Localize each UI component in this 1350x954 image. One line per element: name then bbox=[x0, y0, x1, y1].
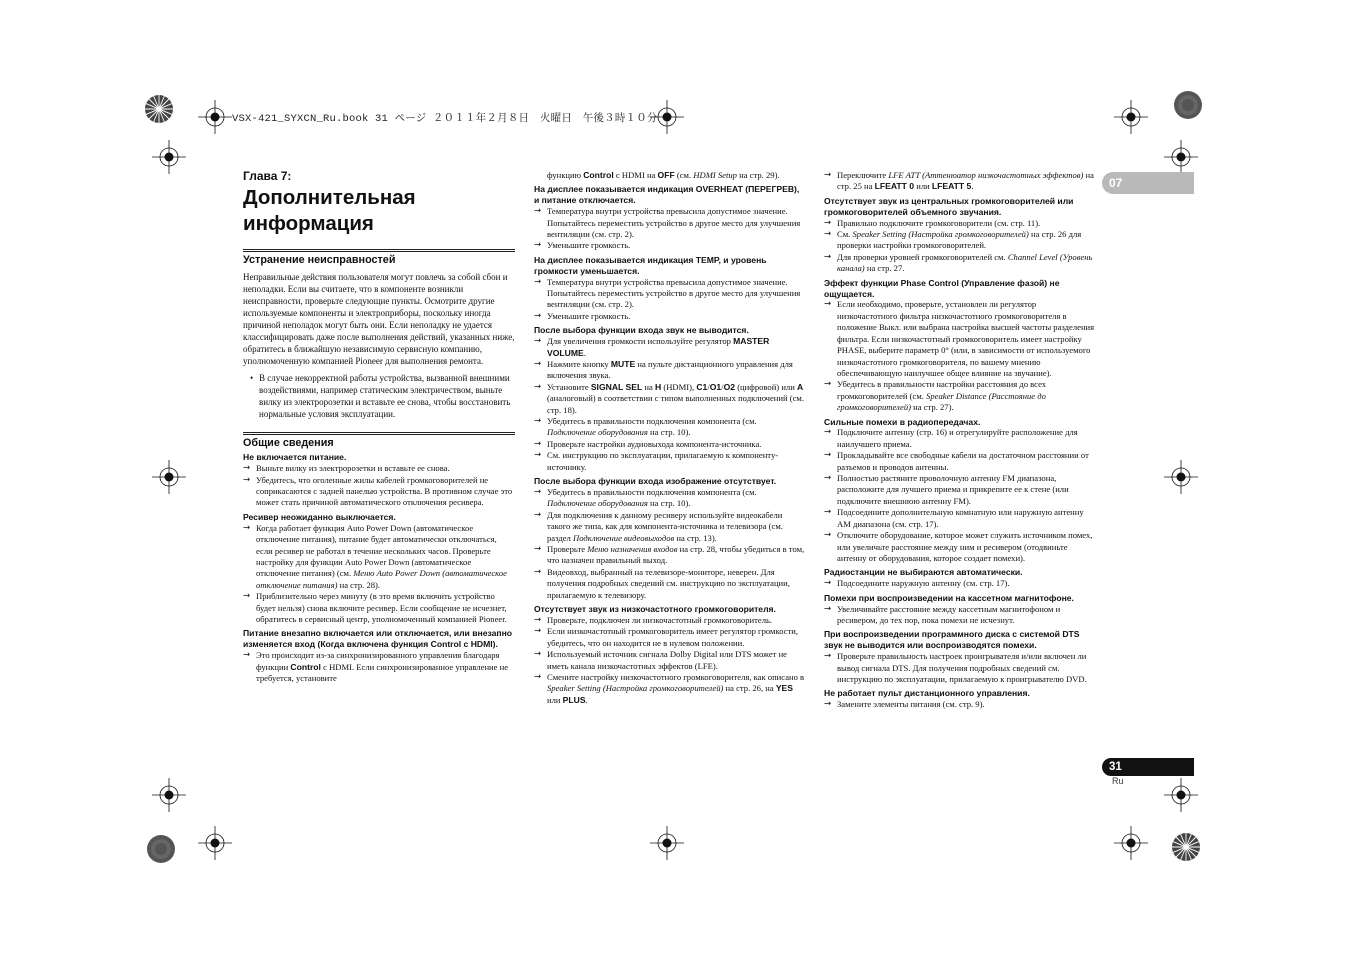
arrow-icon: → bbox=[534, 509, 542, 520]
arrow-icon: → bbox=[534, 649, 542, 660]
solution-item: → Проверьте настройки аудиовыхода компонента-источника. bbox=[534, 438, 762, 449]
problem-heading: Отсутствует звук из центральных громкоговорителей или громкоговорителей объемного звучания. bbox=[824, 195, 1074, 217]
arrow-icon: → bbox=[534, 359, 542, 369]
continued-text: функцию Control с HDMI на OFF (см. HDMI Setup на стр. 29). bbox=[547, 170, 780, 180]
problem-heading: Не включается питание. bbox=[243, 452, 347, 463]
problem-heading: Эффект функции Phase Control (Управление фазой) не ощущается. bbox=[824, 277, 1060, 299]
solution-item: → Подсоедините наружную антенну (см. стр. 17). bbox=[824, 578, 1010, 589]
arrow-icon: → bbox=[824, 427, 832, 438]
solution-item: → Смените настройку низкочастотного громкоговорителя, как описано в Speaker Setting (Настройка громкоговорителей) на стр. 26, на YES или PLUS. bbox=[534, 671, 805, 705]
arrow-icon: → bbox=[534, 438, 542, 449]
solution-item: → Подключите антенну (стр. 16) и отрегулируйте расположение для наилучшего приема. bbox=[824, 427, 1078, 449]
arrow-icon: → bbox=[824, 229, 832, 240]
solution-item: → Выньте вилку из электророзетки и вставьте ее снова. bbox=[243, 463, 450, 474]
arrow-icon: → bbox=[534, 336, 542, 347]
solution-item: → Правильно подключите громкоговорители (см. стр. 11). bbox=[824, 217, 1041, 228]
crosshair-mark bbox=[1164, 140, 1198, 174]
arrow-icon: → bbox=[534, 626, 542, 637]
crosshair-mark bbox=[198, 100, 232, 134]
problem-heading: Ресивер неожиданно выключается. bbox=[243, 511, 396, 522]
arrow-icon: → bbox=[534, 240, 542, 251]
arrow-icon: → bbox=[243, 522, 251, 533]
solution-item: → См. Speaker Setting (Настройка громкоговорителей) на стр. 26 для проверки настройки громкоговорителей. bbox=[824, 229, 1082, 251]
arrow-icon: → bbox=[824, 450, 832, 461]
solution-item: → Проверьте Меню назначения входов на стр. 28, чтобы убедиться в том, что назначен правильный выход. bbox=[534, 544, 805, 566]
arrow-icon: → bbox=[824, 170, 832, 180]
bullet-item: • В случае некорректной работы устройства, вызванной внешними воздействиями, например статическим электричеством, выньте вилку из электророзетки и вставьте ее снова, чтобы восстановить нормальные условия эксплуатации. bbox=[250, 372, 511, 419]
solution-item: → Увеличивайте расстояние между кассетным магнитофоном и ресивером, до тех пор, пока помехи не исчезнут. bbox=[824, 603, 1061, 625]
solution-item: → Проверьте правильность настроек проигрывателя и/или включен ли вывод сигнала DTS. Для получения подробных сведений см. инструкцию по эксплуатации, прилагаемую к проигрывателю DVD. bbox=[824, 651, 1087, 684]
arrow-icon: → bbox=[243, 650, 251, 661]
page-number-tab bbox=[1102, 758, 1194, 776]
section-heading-general: Общие сведения bbox=[243, 434, 515, 449]
registration-starburst-bottom-left bbox=[146, 834, 176, 864]
problem-heading: Питание внезапно включается или отключается, или внезапно изменяется вход (Когда включена функция Control с HDMI). bbox=[243, 628, 513, 650]
column-3 bbox=[824, 170, 1096, 711]
solution-item: → Уменьшите громкость. bbox=[534, 310, 631, 321]
solution-item: → Когда работает функция Auto Power Down (автоматическое отключение питания), питание будет автоматически отключаться, если ресивер не работал в течение нескольких часов. Проверьте настройку для функции Auto Power Down (автоматическое отключение питания) (см. Меню Auto Power Down (автоматическое отключение питания) на стр. 28). bbox=[243, 522, 507, 590]
arrow-icon: → bbox=[534, 416, 542, 427]
column-2 bbox=[534, 170, 806, 706]
arrow-icon: → bbox=[824, 651, 832, 662]
crosshair-mark bbox=[152, 460, 186, 494]
solution-item: → Уменьшите громкость. bbox=[534, 240, 631, 251]
solution-item: → Убедитесь в правильности настройки расстояния до всех громкоговорителей (см. Speaker Distance (Расстояние до громкоговорителей) на стр. 27). bbox=[824, 379, 1047, 413]
arrow-icon: → bbox=[824, 217, 832, 228]
solution-item: → Убедитесь, что оголенные жилы кабелей громкоговорителей не соприкасаются с задней панелью устройства. В противном случае это может стать причиной автоматического отключения ресивера. bbox=[243, 474, 513, 508]
solution-item: → Подсоедините дополнительную комнатную или наружную антенну AM диапазона (см. стр. 17). bbox=[824, 507, 1084, 529]
arrow-icon: → bbox=[824, 578, 832, 589]
section-heading-troubleshooting: Устранение неисправностей bbox=[243, 251, 515, 266]
arrow-icon: → bbox=[534, 206, 542, 217]
arrow-icon: → bbox=[534, 671, 542, 682]
arrow-icon: → bbox=[243, 474, 251, 485]
crosshair-mark bbox=[1114, 100, 1148, 134]
solution-item: → Замените элементы питания (см. стр. 9). bbox=[824, 699, 985, 710]
arrow-icon: → bbox=[534, 450, 542, 461]
arrow-icon: → bbox=[824, 699, 832, 710]
arrow-icon: → bbox=[534, 310, 542, 321]
registration-starburst-bottom-right bbox=[1171, 832, 1201, 862]
problem-heading: При воспроизведении программного диска с системой DTS звук не выводится или воспроизводятся помехи. bbox=[824, 629, 1080, 651]
arrow-icon: → bbox=[534, 614, 542, 625]
solution-item: → Переключите LFE ATT (Аттенюатор низкочастотных эффектов) на стр. 25 на LFEATT 0 или LFEATT 5. bbox=[824, 170, 1094, 192]
arrow-icon: → bbox=[824, 251, 832, 262]
problem-heading: Помехи при воспроизведении на кассетном магнитофоне. bbox=[824, 592, 1074, 603]
problem-heading: На дисплее показывается индикация TEMP, и уровень громкости уменьшается. bbox=[534, 254, 767, 276]
language-code: Ru bbox=[1112, 776, 1124, 786]
arrow-icon: → bbox=[243, 463, 251, 474]
problem-heading: На дисплее показывается индикация OVERHEAT (ПЕРЕГРЕВ), и питание отключается. bbox=[534, 184, 800, 206]
solution-item: → Проверьте, подключен ли низкочастотный громкоговоритель. bbox=[534, 614, 773, 625]
solution-item: → Если низкочастотный громкоговоритель имеет регулятор громкости, убедитесь, что он находится не в нулевом положении. bbox=[534, 626, 799, 648]
print-header: VSX-421_SYXCN_Ru.book 31 ページ ２０１１年２月８日 火曜日 午後３時１０分 bbox=[232, 113, 658, 125]
chapter-tab-number: 07 bbox=[1109, 176, 1123, 190]
arrow-icon: → bbox=[824, 379, 832, 390]
arrow-icon: → bbox=[534, 381, 542, 392]
crosshair-mark bbox=[152, 140, 186, 174]
arrow-icon: → bbox=[824, 299, 832, 310]
crosshair-mark bbox=[1164, 460, 1198, 494]
solution-item: → Полностью растяните проволочную антенну FM диапазона, расположите для лучшего приема и прикрепите ее к стене (или подключите внешнюю антенну FM). bbox=[824, 473, 1069, 506]
solution-item: → Прокладывайте все свободные кабели на достаточном расстоянии от разъемов и проводов антенны. bbox=[824, 450, 1089, 472]
arrow-icon: → bbox=[534, 486, 542, 497]
crosshair-mark bbox=[1164, 778, 1198, 812]
solution-item: → Приблизительно через минуту (в это время включить устройство будет нельзя) снова включите ресивер. Если сообщение не исчезнет, обратитесь в сервисный центр, уполномоченный компанией Pioneer. bbox=[243, 591, 507, 625]
solution-item: → Если необходимо, проверьте, установлен ли регулятор низкочастотного фильтра низкочастотного громкоговорителя в положение Выкл. или выбрана настройка высшей частоты разделения фильтра. Если низкочастотный громкоговоритель имеет настройку PHASE, выберите параметр 0° (или, в зависимости от используемого низкочастотного громкоговорителя, по вашему мнению обеспечивающую наилучшее общее влияние на звучание). bbox=[824, 299, 1095, 378]
arrow-icon: → bbox=[824, 473, 832, 484]
chapter-tab bbox=[1102, 172, 1194, 194]
solution-item: → Температура внутри устройства превысила допустимое значение. Попытайтесь переместить устройство в другое место для улучшения вентиляции (см. стр. 2). bbox=[534, 206, 801, 240]
problem-heading: После выбора функции входа изображение отсутствует. bbox=[534, 476, 777, 487]
arrow-icon: → bbox=[534, 566, 542, 577]
solution-item: → Для подключения к данному ресиверу используйте видеокабели такого же типа, как для компонента-источника и телевизора (см. раздел Подключение видеовыходов на стр. 13). bbox=[534, 509, 783, 543]
solution-item: → См. инструкцию по эксплуатации, прилагаемую к компоненту-источнику. bbox=[534, 450, 779, 472]
crosshair-mark bbox=[650, 826, 684, 860]
arrow-icon: → bbox=[824, 530, 832, 541]
solution-item: → Убедитесь в правильности подключения компонента (см. Подключение оборудования на стр. 10). bbox=[534, 416, 757, 438]
solution-item: → Видеовход, выбранный на телевизоре-мониторе, неверен. Для получения подробных сведений см. инструкцию по эксплуатации, прилагаемую к телевизору. bbox=[534, 566, 790, 600]
solution-item: → Для проверки уровней громкоговорителей см. Channel Level (Уровень канала) на стр. 27. bbox=[824, 251, 1093, 274]
arrow-icon: → bbox=[243, 591, 251, 602]
crosshair-mark bbox=[152, 778, 186, 812]
arrow-icon: → bbox=[534, 276, 542, 287]
column-1 bbox=[243, 170, 515, 684]
solution-item: → Убедитесь в правильности подключения компонента (см. Подключение оборудования на стр. 10). bbox=[534, 486, 757, 509]
problem-heading: Отсутствует звук из низкочастотного громкоговорителя. bbox=[534, 604, 776, 615]
problem-heading: Радиостанции не выбираются автоматически. bbox=[824, 567, 1023, 578]
registration-starburst-top-left bbox=[144, 94, 174, 124]
solution-item: → Установите SIGNAL SEL на H (HDMI), C1/O1/O2 (цифровой) или A (аналоговый) в соответствии с типом выполненных подключений (см. стр. 18). bbox=[534, 381, 805, 415]
solution-item: → Используемый источник сигнала Dolby Digital или DTS может не иметь канала низкочастотных эффектов (LFE). bbox=[534, 649, 787, 671]
bullet-text: В случае некорректной работы устройства, вызванной внешними воздействиями, например статическим электричеством, выньте вилку из электророзетки и вставьте ее снова, чтобы восстановить нормальные условия эксплуатации. bbox=[259, 372, 511, 419]
registration-starburst-top-right bbox=[1173, 90, 1203, 120]
page-title: Дополнительная информация bbox=[243, 186, 416, 236]
chapter-label: Глава 7: bbox=[243, 169, 292, 183]
intro-paragraph: Неправильные действия пользователя могут повлечь за собой сбои и неполадки. Если вы считаете, что в компоненте возникли неисправности, проверьте следующие пункты. Осмотрите другие используемые компоненты и электроприборы, поскольку иногда причиной неполадок могут быть они. Если неполадку не удается классифицировать даже после выполнения действий, указанных ниже, обратитесь в ближайшую независимую сервисную компанию, уполномоченную компанией Pioneer для выполнения ремонта. bbox=[243, 271, 515, 367]
solution-item: → Это происходит из-за синхронизированного управления благодаря функции Control с HDMI. Если синхронизированное управление не требуется, установите bbox=[243, 650, 509, 684]
crosshair-mark bbox=[198, 826, 232, 860]
solution-item: → Для увеличения громкости используйте регулятор MASTER VOLUME. bbox=[534, 336, 770, 358]
crosshair-mark bbox=[1114, 826, 1148, 860]
solution-item: → Температура внутри устройства превысила допустимое значение. Попытайтесь переместить устройство в другое место для улучшения вентиляции (см. стр. 2). bbox=[534, 276, 801, 310]
arrow-icon: → bbox=[824, 603, 832, 614]
problem-heading: Не работает пульт дистанционного управления. bbox=[824, 688, 1030, 699]
arrow-icon: → bbox=[534, 544, 542, 554]
solution-item: → Нажмите кнопку MUTE на пульте дистанционного управления для включения звука. bbox=[534, 359, 793, 381]
solution-item: → Отключите оборудование, которое может служить источником помех, или увеличьте расстояние между ним и ресивером (отодвиньте антенну от оборудования, которое создает помехи). bbox=[824, 530, 1093, 563]
arrow-icon: → bbox=[824, 507, 832, 518]
problem-heading: После выбора функции входа звук не выводится. bbox=[534, 325, 749, 336]
page-number: 31 bbox=[1109, 761, 1122, 773]
problem-heading: Сильные помехи в радиопередачах. bbox=[824, 416, 981, 427]
